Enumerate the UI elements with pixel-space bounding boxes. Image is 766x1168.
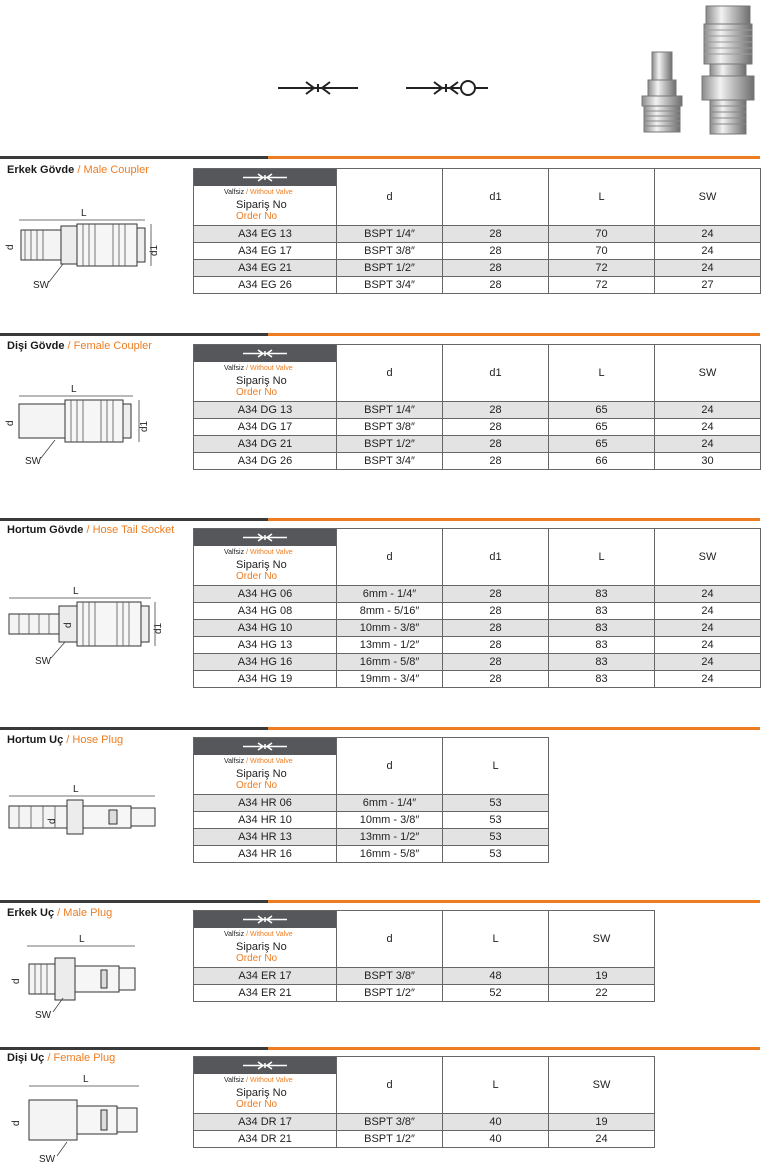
table-row	[194, 1114, 655, 1131]
male-plug-drawing	[5, 932, 165, 1022]
table-cell: 28	[443, 453, 549, 470]
table-row	[194, 812, 549, 829]
table-cell: 24	[549, 1131, 655, 1148]
table-cell: 24	[655, 654, 761, 671]
table-cell: 83	[549, 671, 655, 688]
section-divider	[0, 156, 760, 159]
table-cell: 72	[549, 260, 655, 277]
column-header: SW	[549, 1057, 655, 1114]
section-title: Dişi Uç / Female Plug	[7, 1052, 116, 1064]
table-cell: 24	[655, 586, 761, 603]
table-cell: 24	[655, 436, 761, 453]
table-cell: 28	[443, 586, 549, 603]
table-cell: A34 HG 13	[194, 637, 337, 654]
spec-table-hose-tail-socket	[193, 528, 761, 688]
column-header: d	[337, 529, 443, 586]
male-coupler-drawing	[5, 202, 165, 290]
table-cell: A34 EG 21	[194, 260, 337, 277]
table-cell: A34 HG 08	[194, 603, 337, 620]
table-cell: 40	[443, 1114, 549, 1131]
column-header: L	[443, 911, 549, 968]
hose-plug-drawing	[5, 782, 165, 842]
coupling-icon	[243, 1060, 287, 1071]
female-plug-drawing	[5, 1072, 165, 1166]
spec-table-hose-plug	[193, 737, 549, 863]
table-cell: 83	[549, 654, 655, 671]
column-header: L	[549, 345, 655, 402]
table-cell: 28	[443, 243, 549, 260]
table-cell: 28	[443, 603, 549, 620]
table-cell: 24	[655, 603, 761, 620]
table-row	[194, 1131, 655, 1148]
table-cell: 28	[443, 277, 549, 294]
table-cell: BSPT 3/4″	[337, 453, 443, 470]
table-cell: 28	[443, 620, 549, 637]
spec-table-male-plug	[193, 910, 655, 1002]
svg-text:L: L	[81, 208, 87, 219]
order-header: Valfsiz / Without Valve Sipariş No Order No	[194, 738, 337, 795]
column-header: d	[337, 911, 443, 968]
table-cell: 83	[549, 603, 655, 620]
table-cell: 65	[549, 402, 655, 419]
column-header: L	[443, 738, 549, 795]
table-cell: 13mm - 1/2″	[337, 637, 443, 654]
table-cell: 24	[655, 637, 761, 654]
order-header: Valfsiz / Without Valve Sipariş No Order No	[194, 1057, 337, 1114]
table-cell: A34 DG 26	[194, 453, 337, 470]
table-cell: 53	[443, 829, 549, 846]
column-header: L	[549, 169, 655, 226]
column-header: SW	[549, 911, 655, 968]
column-header: d	[337, 1057, 443, 1114]
table-cell: 10mm - 3/8″	[337, 812, 443, 829]
table-cell: 52	[443, 985, 549, 1002]
table-cell: BSPT 1/2″	[337, 985, 443, 1002]
table-cell: 6mm - 1/4″	[337, 795, 443, 812]
table-cell: 66	[549, 453, 655, 470]
spec-table-male-coupler	[193, 168, 761, 294]
column-header: d1	[443, 169, 549, 226]
table-row	[194, 654, 761, 671]
svg-text:SW: SW	[33, 280, 50, 290]
table-row	[194, 985, 655, 1002]
table-cell: 19	[549, 1114, 655, 1131]
table-cell: 53	[443, 795, 549, 812]
table-cell: 30	[655, 453, 761, 470]
table-cell: A34 HG 19	[194, 671, 337, 688]
table-cell: A34 HG 16	[194, 654, 337, 671]
svg-text:d1: d1	[153, 622, 164, 634]
column-header: SW	[655, 169, 761, 226]
table-cell: 19mm - 3/4″	[337, 671, 443, 688]
table-cell: A34 DG 17	[194, 419, 337, 436]
table-cell: 28	[443, 436, 549, 453]
table-cell: A34 EG 13	[194, 226, 337, 243]
table-cell: 83	[549, 637, 655, 654]
table-cell: BSPT 3/8″	[337, 419, 443, 436]
table-row	[194, 436, 761, 453]
column-header: d1	[443, 345, 549, 402]
table-cell: BSPT 1/2″	[337, 260, 443, 277]
table-cell: BSPT 3/8″	[337, 243, 443, 260]
table-cell: 48	[443, 968, 549, 985]
table-cell: 28	[443, 637, 549, 654]
table-cell: BSPT 3/8″	[337, 968, 443, 985]
table-cell: 83	[549, 620, 655, 637]
table-cell: 24	[655, 402, 761, 419]
svg-text:d: d	[11, 978, 22, 984]
valve-bar	[194, 911, 336, 928]
table-cell: 19	[549, 968, 655, 985]
svg-text:SW: SW	[25, 456, 42, 466]
table-cell: 28	[443, 260, 549, 277]
table-cell: A34 ER 21	[194, 985, 337, 1002]
spec-table-female-coupler	[193, 344, 761, 470]
table-cell: 53	[443, 812, 549, 829]
table-cell: A34 HG 06	[194, 586, 337, 603]
column-header: d	[337, 345, 443, 402]
table-cell: 28	[443, 654, 549, 671]
table-cell: A34 EG 26	[194, 277, 337, 294]
svg-text:SW: SW	[35, 1010, 52, 1021]
table-cell: 72	[549, 277, 655, 294]
hose-tail-socket-drawing	[5, 582, 170, 668]
table-row	[194, 968, 655, 985]
valve-bar	[194, 169, 336, 186]
section-title: Hortum Gövde / Hose Tail Socket	[7, 524, 175, 536]
svg-text:L: L	[73, 784, 79, 795]
table-cell: 16mm - 5/8″	[337, 846, 443, 863]
table-row	[194, 637, 761, 654]
coupling-icon	[243, 741, 287, 752]
table-cell: A34 HR 06	[194, 795, 337, 812]
table-row	[194, 829, 549, 846]
table-cell: 28	[443, 402, 549, 419]
table-cell: 24	[655, 243, 761, 260]
svg-text:d1: d1	[149, 244, 160, 256]
table-cell: 6mm - 1/4″	[337, 586, 443, 603]
table-cell: A34 DR 17	[194, 1114, 337, 1131]
order-header: Valfsiz / Without Valve Sipariş No Order No	[194, 169, 337, 226]
section-divider	[0, 518, 760, 521]
table-row	[194, 603, 761, 620]
column-header: d1	[443, 529, 549, 586]
section-title: Hortum Uç / Hose Plug	[7, 734, 124, 746]
section-title: Dişi Gövde / Female Coupler	[7, 340, 152, 352]
table-cell: A34 EG 17	[194, 243, 337, 260]
section-title: Erkek Uç / Male Plug	[7, 907, 113, 919]
spec-table-female-plug	[193, 1056, 655, 1148]
table-cell: 27	[655, 277, 761, 294]
order-header: Valfsiz / Without Valve Sipariş No Order No	[194, 911, 337, 968]
table-row	[194, 586, 761, 603]
section-divider	[0, 333, 760, 336]
svg-text:d: d	[47, 818, 58, 824]
column-header: SW	[655, 345, 761, 402]
table-cell: BSPT 3/8″	[337, 1114, 443, 1131]
table-cell: 53	[443, 846, 549, 863]
table-cell: 70	[549, 243, 655, 260]
table-row	[194, 671, 761, 688]
table-cell: A34 DG 13	[194, 402, 337, 419]
order-header: Valfsiz / Without Valve Sipariş No Order No	[194, 529, 337, 586]
table-cell: 24	[655, 260, 761, 277]
table-cell: A34 HG 10	[194, 620, 337, 637]
table-cell: 83	[549, 586, 655, 603]
table-row	[194, 846, 549, 863]
table-cell: 40	[443, 1131, 549, 1148]
svg-text:d1: d1	[139, 420, 150, 432]
table-cell: BSPT 1/2″	[337, 436, 443, 453]
order-header: Valfsiz / Without Valve Sipariş No Order No	[194, 345, 337, 402]
svg-text:SW: SW	[35, 656, 52, 667]
table-cell: A34 HR 10	[194, 812, 337, 829]
svg-text:L: L	[83, 1074, 89, 1085]
table-row	[194, 402, 761, 419]
table-cell: 24	[655, 620, 761, 637]
svg-text:L: L	[71, 384, 77, 395]
valve-bar	[194, 345, 336, 362]
coupling-icon	[243, 914, 287, 925]
table-cell: A34 ER 17	[194, 968, 337, 985]
table-cell: 28	[443, 226, 549, 243]
table-cell: 13mm - 1/2″	[337, 829, 443, 846]
table-cell: 28	[443, 419, 549, 436]
table-cell: 24	[655, 419, 761, 436]
svg-text:L: L	[73, 586, 79, 597]
table-cell: A34 HR 13	[194, 829, 337, 846]
table-cell: 28	[443, 671, 549, 688]
coupling-icon	[243, 532, 287, 543]
table-cell: A34 DG 21	[194, 436, 337, 453]
table-cell: 24	[655, 226, 761, 243]
section-divider	[0, 900, 760, 903]
table-row	[194, 419, 761, 436]
table-cell: BSPT 1/4″	[337, 402, 443, 419]
svg-text:d: d	[63, 622, 74, 628]
svg-text:d: d	[5, 244, 16, 250]
valve-bar	[194, 1057, 336, 1074]
table-row	[194, 260, 761, 277]
valve-bar	[194, 738, 336, 755]
column-header: L	[549, 529, 655, 586]
table-row	[194, 277, 761, 294]
section-title: Erkek Gövde / Male Coupler	[7, 164, 149, 176]
svg-text:d: d	[11, 1120, 22, 1126]
coupling-icon	[243, 172, 287, 183]
table-row	[194, 226, 761, 243]
product-photo	[630, 4, 756, 136]
table-cell: 65	[549, 436, 655, 453]
svg-text:SW: SW	[39, 1154, 56, 1165]
table-cell: BSPT 1/2″	[337, 1131, 443, 1148]
coupling-icon	[243, 348, 287, 359]
table-row	[194, 453, 761, 470]
table-cell: 10mm - 3/8″	[337, 620, 443, 637]
column-header: d	[337, 169, 443, 226]
table-cell: A34 DR 21	[194, 1131, 337, 1148]
table-cell: 8mm - 5/16″	[337, 603, 443, 620]
table-cell: 65	[549, 419, 655, 436]
table-row	[194, 243, 761, 260]
column-header: L	[443, 1057, 549, 1114]
female-coupler-drawing	[5, 378, 165, 466]
section-divider	[0, 727, 760, 730]
table-cell: BSPT 1/4″	[337, 226, 443, 243]
table-cell: 70	[549, 226, 655, 243]
table-cell: BSPT 3/4″	[337, 277, 443, 294]
table-cell: 16mm - 5/8″	[337, 654, 443, 671]
svg-text:d: d	[5, 420, 16, 426]
coupling-with-valve-symbol-icon	[406, 76, 488, 100]
table-cell: 24	[655, 671, 761, 688]
coupling-symbol-icon	[278, 78, 358, 98]
column-header: d	[337, 738, 443, 795]
table-row	[194, 620, 761, 637]
table-cell: 22	[549, 985, 655, 1002]
column-header: SW	[655, 529, 761, 586]
section-divider	[0, 1047, 760, 1050]
table-cell: A34 HR 16	[194, 846, 337, 863]
table-row	[194, 795, 549, 812]
svg-text:L: L	[79, 934, 85, 945]
valve-bar	[194, 529, 336, 546]
